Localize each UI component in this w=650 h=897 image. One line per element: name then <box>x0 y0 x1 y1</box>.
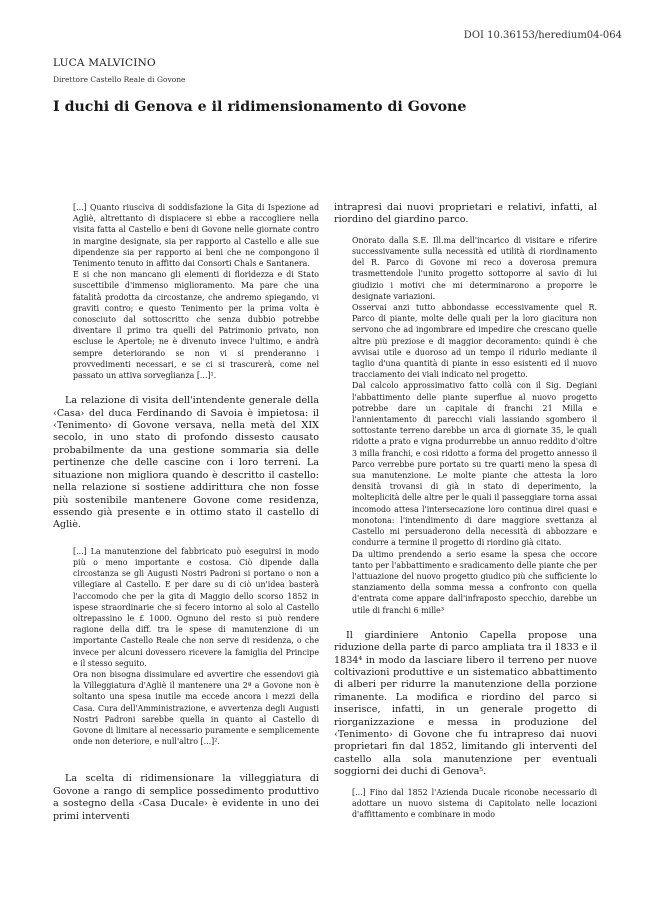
doi-label: DOI 10.36153/heredium04-064 <box>463 30 622 41</box>
quote-paragraph: Osservai anzi tutto abbondasse eccessivamente quel R. Parco di piante, molte delle quali per la loro giacitura non servono che ad ingombrare ed impedire che crescano quelle altre più preziose e di maggior decoramento: quindi è che avvisai utile e duoroso ad un tempo il ridurlo mediante il taglio d'una quantità di piante in esso esistenti ed il nuovo tracciamento dei viali indicato nel progetto. <box>352 303 597 380</box>
block-quote-azienda <box>334 787 597 821</box>
quote-paragraph: Ora non bisogna dissimulare ed avvertire che essendovi già la Villeggiatura d'Agliè il mantenere una 2ª a Govone non è soltanto una spesa inutile ma eccede ancora i mezzi della Casa. Cura dell'Amministrazione, e avvertenza degli Augusti Nostri Padroni sarebbe quella in quanto al Castello di Govone di limitare al necessario puramente e semplicemente onde non deteriore, e null'altro [...]². <box>73 669 319 747</box>
left-column <box>53 202 319 823</box>
right-column <box>334 202 597 820</box>
author-role: Direttore Castello Reale di Govone <box>53 75 186 84</box>
article-title: I duchi di Genova e il ridimensionamento di Govone <box>53 99 467 115</box>
quote-paragraph: [...] La manutenzione del fabbricato può eseguirsi in modo più o meno importante e costosa. Ciò dipende dalla circostanza se gli Augusti Nostri Padroni si portano o non a villegiare al Castello. E per dare su di ciò un'idea basterà l'accomodo che per la gita di Maggio dello scorso 1852 in ispese straordinarie che si fecero intorno al solo al Castello oltrepassino le £ 1000. Ognuno del resto si può rendere ragione della diff. tra le spese di manutenzione di un importante Castello Reale che non serve di residenza, o che invece per alcuni dovessero ricevere la famiglia del Principe e il stesso seguito. <box>73 546 319 668</box>
quote-paragraph: Dal calcolo approssimativo fatto collà con il Sig. Degiani l'abbattimento delle piante superflue al nuovo progetto potrebbe dare un capitale di franchi 21 Milla e l'annientamento di parecchi viali lassiando sgombero il sottostante terreno darebbe un arca di giornate 35, le quali ridotte a prato e vigna produrrebbe un annuo reddito d'oltre 3 milla franchi, e così ridotto a forma del progetto annesso il Parco verrebbe pure portato su tre quarti meno la spesa di sua manutenzione. Le molte piante che attesta la loro densità trovansi di già in stato di deperimento, la molteplicità delle altre per le quali il passeggiare torna assai incomodo attesa l'intersecazione loro continua direi quasi e monotona: l'intendimento di dare maggiore svettanza al Castello mi persuaderono della necessità di abbozzare e condurre a termine il progetto di riordino già citato. <box>352 381 597 548</box>
block-quote-park <box>334 235 597 616</box>
block-quote-maintenance <box>53 546 319 748</box>
body-paragraph: intrapresi dai nuovi proprietari e relativi, infatti, al riordino del giardino parco. <box>334 202 597 226</box>
quote-paragraph: E si che non mancano gli elementi di floridezza e di Stato suscettibile d'immenso miglioramento. Ma pare che una fatalità prodotta da circostanze, che andremo spiegando, vi graviti contro; e questo Tenimento per la prima volta è conosciuto dal sottoscritto che senza dubbio potrebbe diventare il primo tra quelli del Patrimonio privato, non escluse le Apertole; ne è divenuto invece l'ultimo, e andrà sempre deteriorando se non vi si prenderanno i provvedimenti necessari, e se ci si trascurerà, come nel passato un attiva sorveglianza [...]¹. <box>73 270 319 381</box>
body-paragraph: La scelta di ridimensionare la villeggiatura di Govone a rango di semplice possedimento produttivo a sostegno della ‹Casa Ducale› è evidente in uno dei primi interventi <box>53 773 319 822</box>
quote-paragraph: Da ultimo prendendo a serio esame la spesa che occore tanto per l'abbattimento e sradicamento delle piante che per l'attuazione del nuovo progetto giudico più che sufficiente lo stanziamento della somma messa a confronto con quella d'entrata come appare dall'infraposto specchio, darebbe un utile di franchi 6 mille³ <box>352 549 597 615</box>
body-paragraph: Il giardiniere Antonio Capella propose una riduzione della parte di parco ampliata tra il 1833 e il 1834⁴ in modo da lasciare libero il terreno per nuove coltivazioni produttive e un sistematico abbattimento di alberi per ridurre la manutenzione della porzione rimanente. La modifica e riordino del parco si inserisce, infatti, in un generale progetto di riorganizzazione e messa in produzione del ‹Tenimento› di Govone che fu intrapreso dai nuovi proprietari fin dal 1852, limitando gli interventi del castello alla sola manutenzione per eventuali soggiorni dei duchi di Genova⁵. <box>334 629 597 778</box>
block-quote-visit <box>53 202 319 381</box>
body-paragraph: La relazione di visita dell'intendente generale della ‹Casa› del duca Ferdinando di Savoia è impietosa: il ‹Tenimento› di Govone versava, nella metà del XIX secolo, in uno stato di profondo dissesto causato probabilmente da una gestione sommaria sia delle pertinenze che delle cascine con i loro terreni. La situazione non migliora quando è descritto il castello: nella relazione si sostiene addirittura che non fosse più sostenibile mantenere Govone come residenza, essendo già presente e in ottimo stato il castello di Agliè. <box>53 395 319 531</box>
quote-paragraph: [...] Quanto riuscìva di soddisfazione la Gita di Ispezione ad Agliè, altrettanto di dispiacere si ebbe a raccogliere nella visita fatta al Castello e beni di Govone nelle giornate contro in margine designate, sia per rapporto al Castello e alle sue dipendenze sia per rapporto ai beni che ne compongono il Tenimento tenuto in affitto dai Consorti Chals e Santanera. <box>73 203 319 269</box>
quote-paragraph: Onorato dalla S.E. Ill.ma dell'incarico di visitare e riferire successivamente sulla necessità ed utilità di riordinamento del R. Parco di Govone mi reco a doverosa premura trasmettendole l'unito progetto sottoporre al savio di lui giudizio i motivi che mi determinarono a proporre le designate variazioni. <box>352 235 597 301</box>
author-name: LUCA MALVICINO <box>53 57 156 69</box>
quote-paragraph: [...] Fino dal 1852 l'Azienda Ducale riconobe necessario di adottare un nuovo sistema di Capitolato nelle locazioni d'affittamento e combinare in modo <box>352 787 597 819</box>
